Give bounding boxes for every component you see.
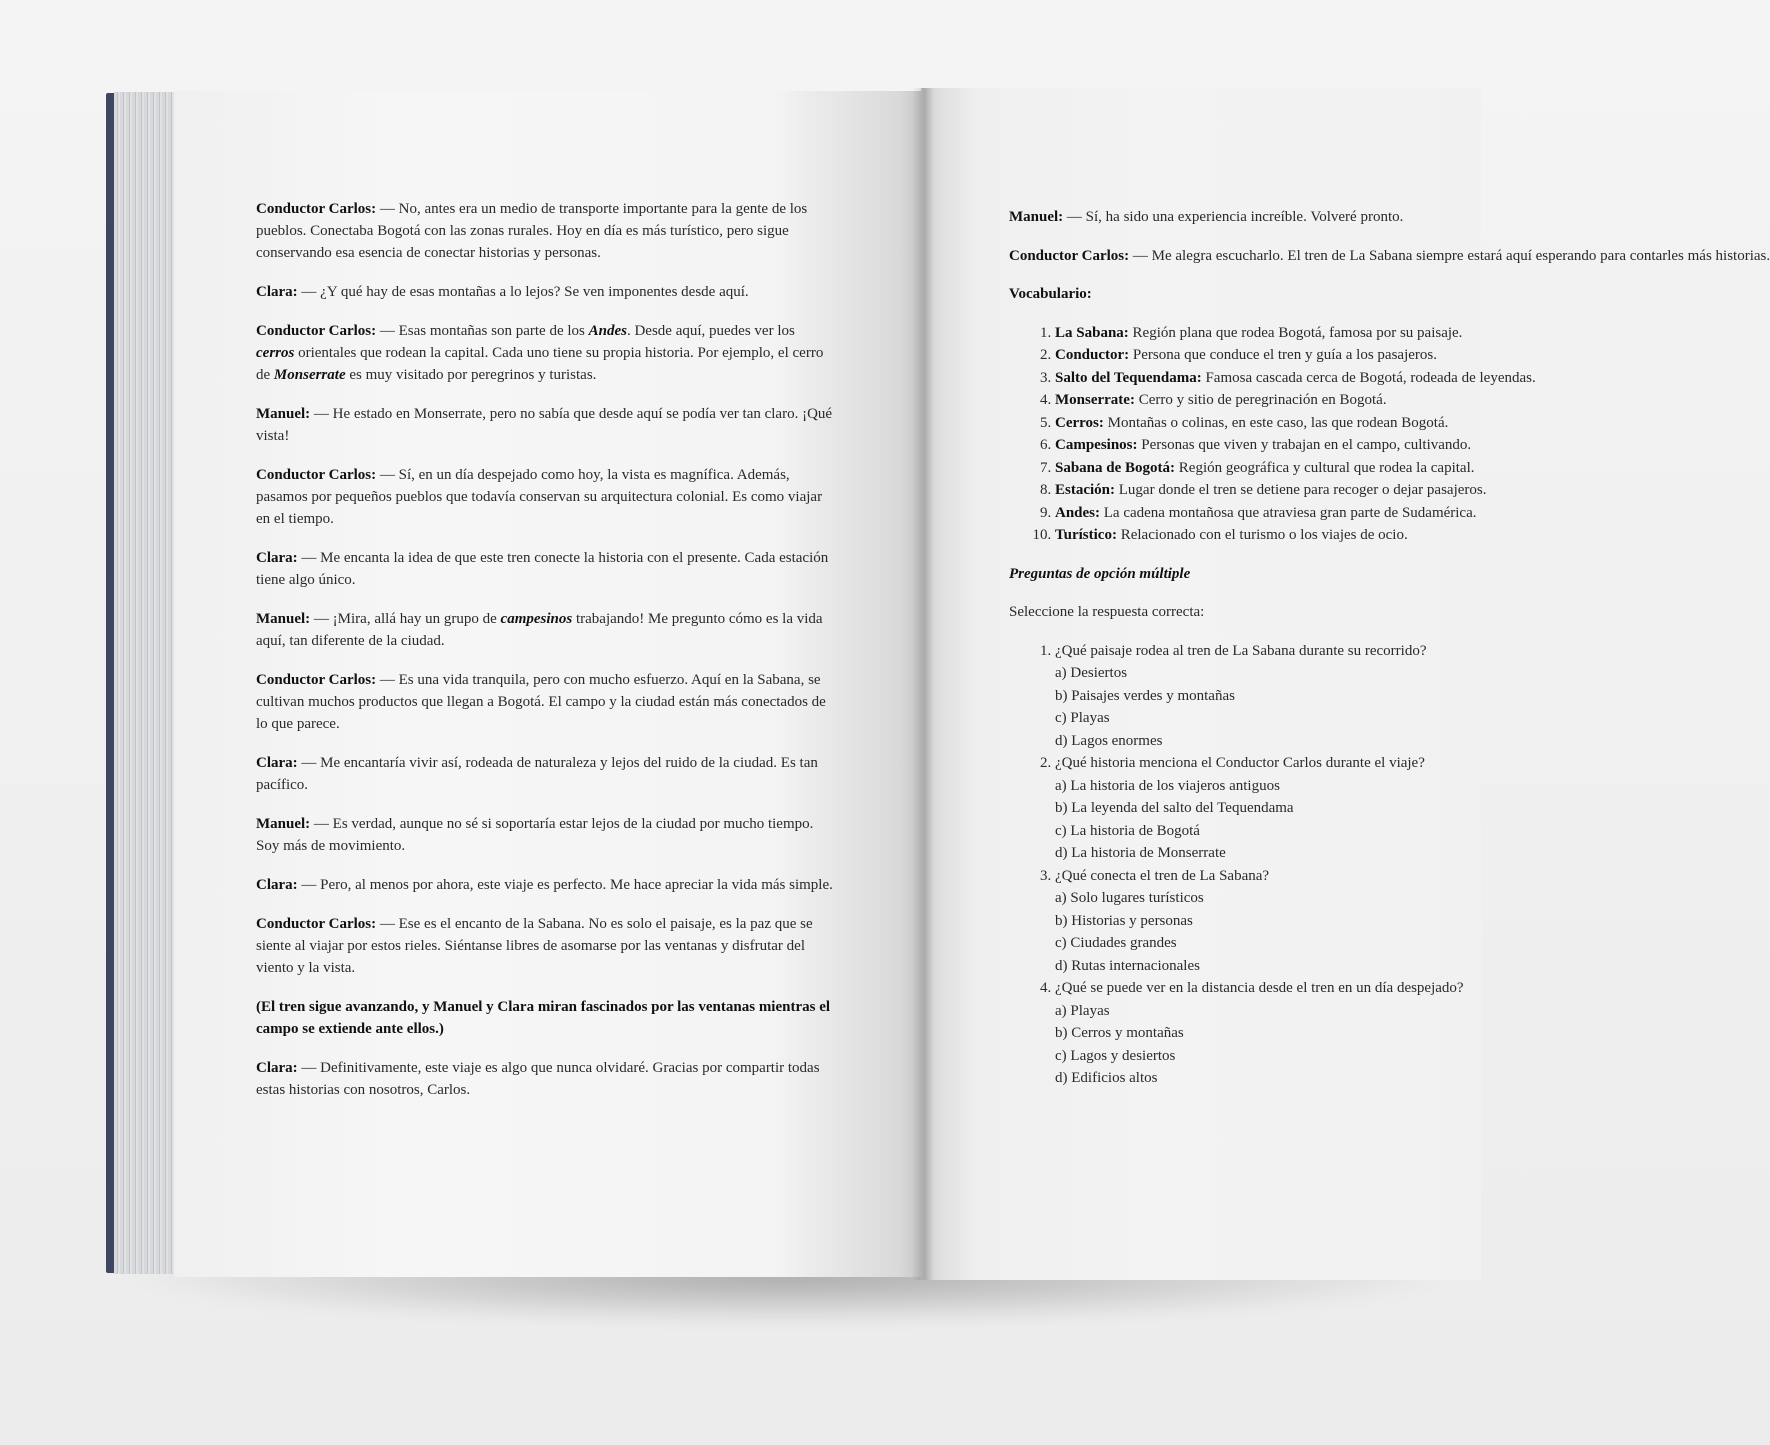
answer-option: a) La historia de los viajeros antiguos (1055, 777, 1280, 794)
questions-instruction: Seleccione la respuesta correcta: (1009, 604, 1205, 620)
dialogue-line (256, 874, 836, 896)
speaker-name: Clara: (256, 284, 298, 300)
question-text: ¿Qué historia menciona el Conductor Carlos durante el viaje? (1055, 755, 1425, 771)
speaker-name: Conductor Carlos: (256, 467, 377, 483)
question-item (1055, 865, 1529, 978)
question-list (1009, 640, 1529, 1090)
vocab-item (1055, 457, 1529, 480)
vocab-term: Monserrate: (1055, 392, 1135, 408)
question-text: ¿Qué conecta el tren de La Sabana? (1055, 867, 1270, 884)
stage-direction: (El tren sigue avanzando, y Manuel y Clara miran fascinados por las ventanas mientras el campo se extiende ante ellos.) (256, 999, 831, 1037)
emphasized-term: cerros (256, 345, 295, 361)
speaker-name: Conductor Carlos: (256, 323, 377, 339)
dialogue-line (256, 813, 836, 857)
dialogue-text: — He estado en Monserrate, pero no sabía que desde aquí se podía ver tan claro. ¡Qué vista! (256, 406, 833, 444)
speaker-name: Clara: (256, 755, 298, 771)
answer-option: c) Lagos y desiertos (1055, 1047, 1176, 1064)
vocab-term: Conductor: (1055, 347, 1130, 363)
vocab-item (1055, 367, 1536, 390)
answer-option: b) La leyenda del salto del Tequendama (1055, 800, 1294, 816)
book-gutter (912, 88, 934, 1280)
vocab-item (1055, 412, 1529, 435)
answer-option: b) Paisajes verdes y montañas (1055, 687, 1235, 704)
vocab-item (1055, 344, 1529, 367)
dialogue-text: — Sí, en un día despejado como hoy, la vista es magnífica. Además, pasamos por pequeños pueblos que todavía conservan su arquitectura colonial. Es como viajar en el tiempo. (256, 467, 823, 527)
dialogue-line (256, 608, 836, 652)
vocab-definition: Región plana que rodea Bogotá, famosa por su paisaje. (1128, 324, 1463, 341)
page-stack-edges (114, 92, 176, 1274)
answer-option: d) Edificios altos (1055, 1070, 1158, 1086)
dialogue-line (256, 913, 836, 979)
answer-option: d) Rutas internacionales (1055, 957, 1200, 974)
left-page-text (256, 198, 836, 1118)
vocab-definition: Lugar donde el tren se detiene para recoger o dejar pasajeros. (1115, 482, 1487, 498)
dialogue-line (256, 403, 836, 447)
vocab-term: Cerros: (1055, 414, 1104, 431)
dialogue-text: — Me encanta la idea de que este tren conecte la historia con el presente. Cada estación tiene algo único. (256, 550, 829, 588)
answer-option: c) Playas (1055, 710, 1110, 726)
dialogue-line (256, 669, 836, 735)
speaker-name: Conductor Carlos: (256, 201, 377, 217)
dialogue-text: trabajando! Me pregunto cómo es la vida aquí, tan diferente de la ciudad. (256, 611, 823, 649)
question-text: ¿Qué paisaje rodea al tren de La Sabana durante su recorrido? (1055, 642, 1427, 659)
dialogue-text: — Definitivamente, este viaje es algo que nunca olvidaré. Gracias por compartir todas estas historias con nosotros, Carlos. (256, 1060, 820, 1098)
dialogue-line (1009, 245, 1770, 268)
dialogue-line (1009, 206, 1529, 229)
speaker-name: Manuel: (256, 406, 311, 422)
right-dialogue (1009, 206, 1770, 267)
vocab-definition: Montañas o colinas, en este caso, las que rodean Bogotá. (1103, 414, 1449, 431)
speaker-name: Clara: (256, 877, 298, 893)
vocab-term: Salto del Tequendama: (1055, 369, 1202, 386)
dialogue-line (256, 547, 836, 591)
dialogue-text: — Es verdad, aunque no sé si soportaría estar lejos de la ciudad por mucho tiempo. Soy más de movimiento. (256, 816, 814, 854)
dialogue-text: . Desde aquí, puedes ver los (626, 323, 795, 339)
vocab-list (1009, 322, 1536, 547)
dialogue-text: — Me encantaría vivir así, rodeada de naturaleza y lejos del ruido de la ciudad. Es tan pacífico. (256, 755, 818, 793)
dialogue-text: — Sí, ha sido una experiencia increíble. Volveré pronto. (1063, 209, 1404, 225)
dialogue-line (256, 320, 836, 386)
vocab-item (1055, 479, 1529, 502)
vocab-heading: Vocabulario: (1009, 286, 1092, 302)
vocab-definition: La cadena montañosa que atraviesa gran parte de Sudamérica. (1100, 504, 1477, 521)
questions-heading: Preguntas de opción múltiple (1009, 565, 1191, 582)
answer-option: c) Ciudades grandes (1055, 935, 1177, 951)
answer-option: d) La historia de Monserrate (1055, 845, 1226, 861)
vocab-definition: Relacionado con el turismo o los viajes de ocio. (1116, 527, 1408, 543)
vocab-item (1055, 389, 1529, 412)
dialogue-text: es muy visitado por peregrinos y turistas. (345, 367, 597, 383)
speaker-name: Conductor Carlos: (256, 916, 377, 932)
emphasized-term: campesinos (500, 611, 573, 627)
speaker-name: Conductor Carlos: (1009, 247, 1130, 264)
right-page-text (1009, 206, 1770, 1106)
dialogue-text: — Pero, al menos por ahora, este viaje es perfecto. Me hace apreciar la vida más simple. (297, 877, 833, 893)
vocab-item (1055, 524, 1529, 547)
dialogue-text: — ¡Mira, allá hay un grupo de (310, 611, 501, 627)
vocab-definition: Persona que conduce el tren y guía a los pasajeros. (1129, 347, 1437, 363)
question-item (1055, 977, 1529, 1090)
vocab-item (1055, 322, 1529, 345)
vocab-definition: Personas que viven y trabajan en el campo, cultivando. (1137, 437, 1472, 453)
right-page (921, 88, 1770, 1280)
answer-option: c) La historia de Bogotá (1055, 822, 1200, 839)
vocab-term: Andes: (1055, 504, 1101, 521)
dialogue-line (256, 281, 836, 303)
vocab-definition: Región geográfica y cultural que rodea la capital. (1175, 459, 1475, 476)
dialogue-text: — Ese es el encanto de la Sabana. No es solo el paisaje, es la paz que se siente al viajar por estos rieles. Siéntanse libres de asomarse por las ventanas y disfrutar del viento y la vista. (256, 916, 813, 976)
dialogue-line (256, 1057, 836, 1101)
vocab-item (1055, 502, 1529, 525)
speaker-name: Manuel: (1009, 209, 1064, 225)
answer-option: b) Historias y personas (1055, 912, 1193, 929)
dialogue-text: — Es una vida tranquila, pero con mucho esfuerzo. Aquí en la Sabana, se cultivan muchos productos que llegan a Bogotá. El campo y la ciudad están más conectados de lo que parece. (256, 672, 826, 732)
speaker-name: Clara: (256, 1060, 298, 1076)
answer-option: a) Desiertos (1055, 665, 1128, 681)
speaker-name: Conductor Carlos: (256, 672, 377, 688)
answer-option: b) Cerros y montañas (1055, 1025, 1184, 1041)
vocab-term: La Sabana: (1055, 324, 1129, 341)
answer-option: a) Solo lugares turísticos (1055, 890, 1204, 906)
emphasized-term: Andes (588, 323, 627, 339)
answer-option: d) Lagos enormes (1055, 732, 1163, 749)
vocab-definition: Cerro y sitio de peregrinación en Bogotá. (1134, 392, 1387, 408)
dialogue-text: — Esas montañas son parte de los (376, 323, 589, 339)
vocab-term: Estación: (1055, 482, 1115, 498)
speaker-name: Manuel: (256, 816, 311, 832)
vocab-term: Sabana de Bogotá: (1055, 459, 1176, 476)
vocab-term: Campesinos: (1055, 437, 1138, 453)
question-item (1055, 640, 1529, 753)
question-text: ¿Qué se puede ver en la distancia desde el tren en un día despejado? (1055, 980, 1464, 996)
speaker-name: Clara: (256, 550, 298, 566)
vocab-term: Turístico: (1055, 527, 1117, 543)
dialogue-line (256, 464, 836, 530)
vocab-definition: Famosa cascada cerca de Bogotá, rodeada de leyendas. (1201, 369, 1536, 386)
vocab-item (1055, 434, 1529, 457)
dialogue-line (256, 198, 836, 264)
question-item (1055, 752, 1529, 865)
dialogue-text: — No, antes era un medio de transporte importante para la gente de los pueblos. Conectaba Bogotá con las zonas rurales. Hoy en día es más turístico, pero sigue conservando esa esencia de conectar historias y personas. (256, 201, 808, 261)
dialogue-line (256, 752, 836, 796)
dialogue-text: orientales que rodean la capital. Cada uno tiene su propia historia. Por ejemplo, el cerro de (256, 345, 824, 383)
speaker-name: Manuel: (256, 611, 311, 627)
answer-option: a) Playas (1055, 1002, 1110, 1019)
dialogue-text: — ¿Y qué hay de esas montañas a lo lejos? Se ven imponentes desde aquí. (297, 284, 749, 300)
emphasized-term: Monserrate (273, 367, 346, 383)
dialogue-text: — Me alegra escucharlo. El tren de La Sabana siempre estará aquí esperando para contarles más historias. (1129, 247, 1770, 264)
